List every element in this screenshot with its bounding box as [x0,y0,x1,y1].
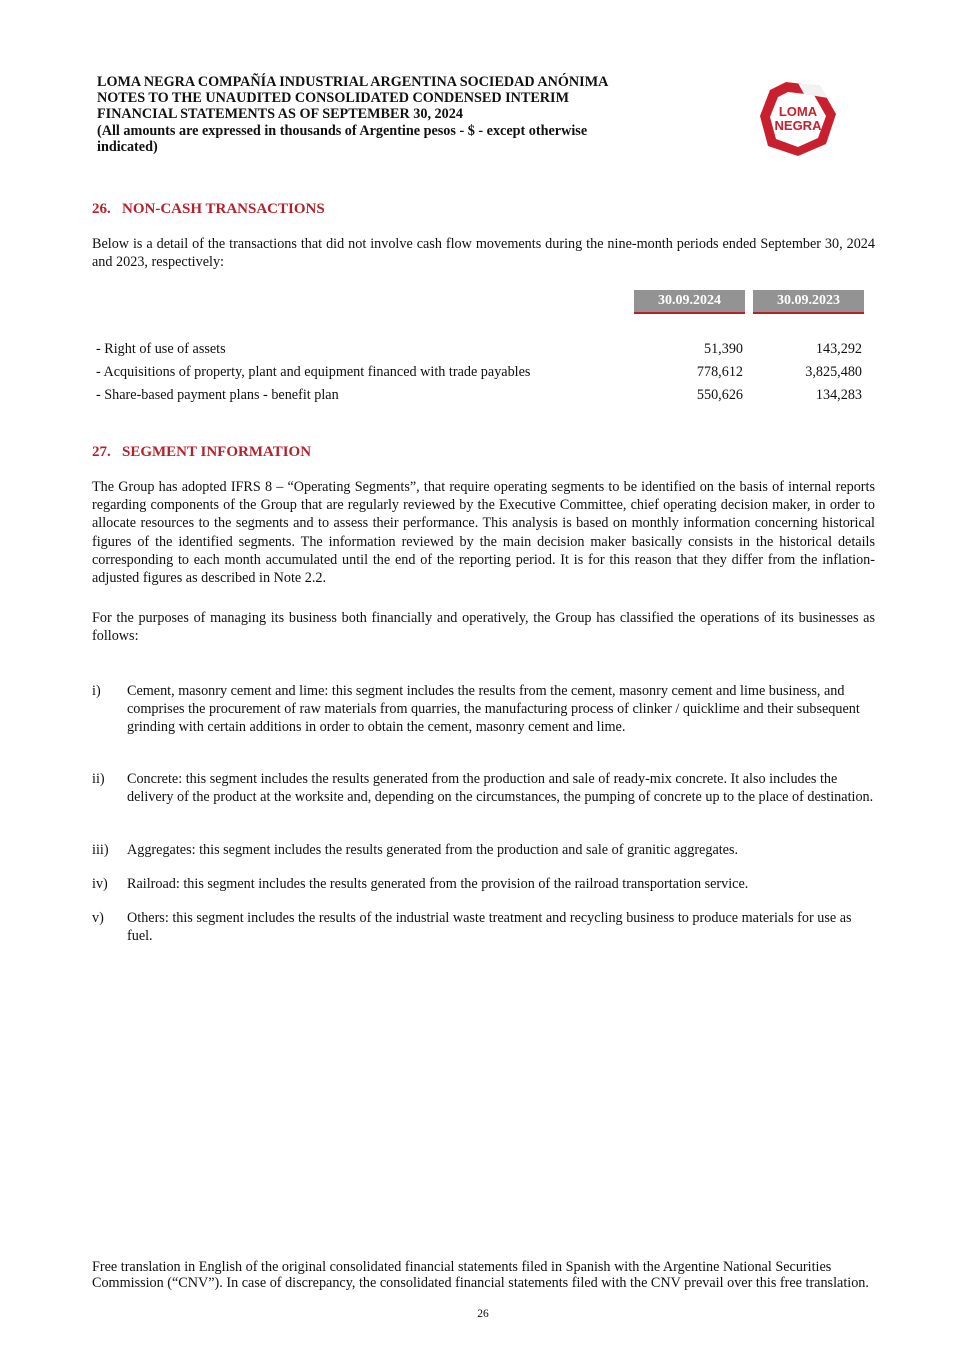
list-item [92,841,875,859]
list-item-number: i) [92,683,101,699]
logo-word-1: LOMA [778,104,818,119]
list-item-text: Cement, masonry cement and lime: this segment includes the results from the cement, masonry cement and lime business, and comprises the procurement of raw materials from quarries, the manufacturing process of clinker / quicklime and their subsequent grinding with certain additions in order to obtain the cement, masonry cement and lime. [127,683,860,736]
section-26-title: 26. NON-CASH TRANSACTIONS [92,201,325,217]
row-label: - Share-based payment plans - benefit plan [96,387,339,403]
value-2024: 550,626 [696,387,743,403]
header-line-5: indicated) [97,138,158,155]
value-2023: 3,825,480 [805,364,862,380]
row-label: - Acquisitions of property, plant and equipment financed with trade payables [96,364,531,380]
list-item-number: iv) [92,876,108,892]
table-row [96,385,862,405]
section-27-paragraph-2: For the purposes of managing its business both financially and operatively, the Group has classified the operations of its businesses as follows: [92,610,875,645]
row-label: - Right of use of assets [96,341,226,357]
header-line-4: (All amounts are expressed in thousands of Argentine pesos - $ - except otherwise [97,122,588,139]
list-item-text: Railroad: this segment includes the results generated from the provision of the railroad transportation service. [127,876,749,892]
logo-word-2: NEGRA [774,118,822,133]
list-item [92,770,875,806]
column-header-2023: 30.09.2023 [753,290,864,314]
list-item-number: v) [92,910,104,926]
section-27-title: 27. SEGMENT INFORMATION [92,444,312,460]
page-number: 26 [477,1308,489,1320]
list-item-text: Concrete: this segment includes the results generated from the production and sale of ready-mix concrete. It also includes the delivery of the product at the worksite and, depending on the circumstances, the pumping of concrete up to the place of destination. [127,771,874,806]
footer-disclaimer: Free translation in English of the original consolidated financial statements filed in Spanish with the Argentine National Securities Commission (“CNV”). In case of discrepancy, the consolidated financial statements filed with the CNV prevail over this free translation. [92,1259,869,1292]
table-row [96,339,862,359]
value-2024: 51,390 [703,341,743,357]
document-header [97,74,697,155]
header-line-2: NOTES TO THE UNAUDITED CONSOLIDATED CONDENSED INTERIM [97,90,569,107]
value-2023: 143,292 [815,341,862,357]
header-line-3: FINANCIAL STATEMENTS AS OF SEPTEMBER 30, 2024 [97,106,463,123]
section-27-paragraph-1: The Group has adopted IFRS 8 – “Operating Segments”, that require operating segments to be identified on the basis of internal reports regarding components of the Group that are regularly reviewed by the Executive Committee, chief operating decision maker, in order to allocate resources to the segments and to assess their performance. This analysis is based on monthly information concerning historical figures of the identified segments. The information reviewed by the main decision maker basically consists in the historical details corresponding to each month accumulated until the end of the reporting period. It is for this reason that they differ from the inflation-adjusted figures as described in Note 2.2. [92,479,875,587]
value-2023: 134,283 [815,387,862,403]
list-item-text: Aggregates: this segment includes the results generated from the production and sale of granitic aggregates. [127,842,739,858]
list-item [92,875,875,893]
list-item [92,909,875,945]
column-header-2024: 30.09.2024 [634,290,745,314]
list-item-number: ii) [92,771,105,787]
list-item [92,682,875,737]
table-row [96,362,862,382]
company-name: LOMA NEGRA COMPAÑÍA INDUSTRIAL ARGENTINA SOCIEDAD ANÓNIMA [97,74,609,90]
section-26-intro: Below is a detail of the transactions that did not involve cash flow movements during the nine-month periods ended September 30, 2024 and 2023, respectively: [92,236,875,271]
loma-negra-logo [758,80,838,158]
value-2024: 778,612 [696,364,743,380]
list-item-number: iii) [92,842,109,858]
list-item-text: Others: this segment includes the results of the industrial waste treatment and recycling business to produce materials for use as fuel. [127,910,852,945]
